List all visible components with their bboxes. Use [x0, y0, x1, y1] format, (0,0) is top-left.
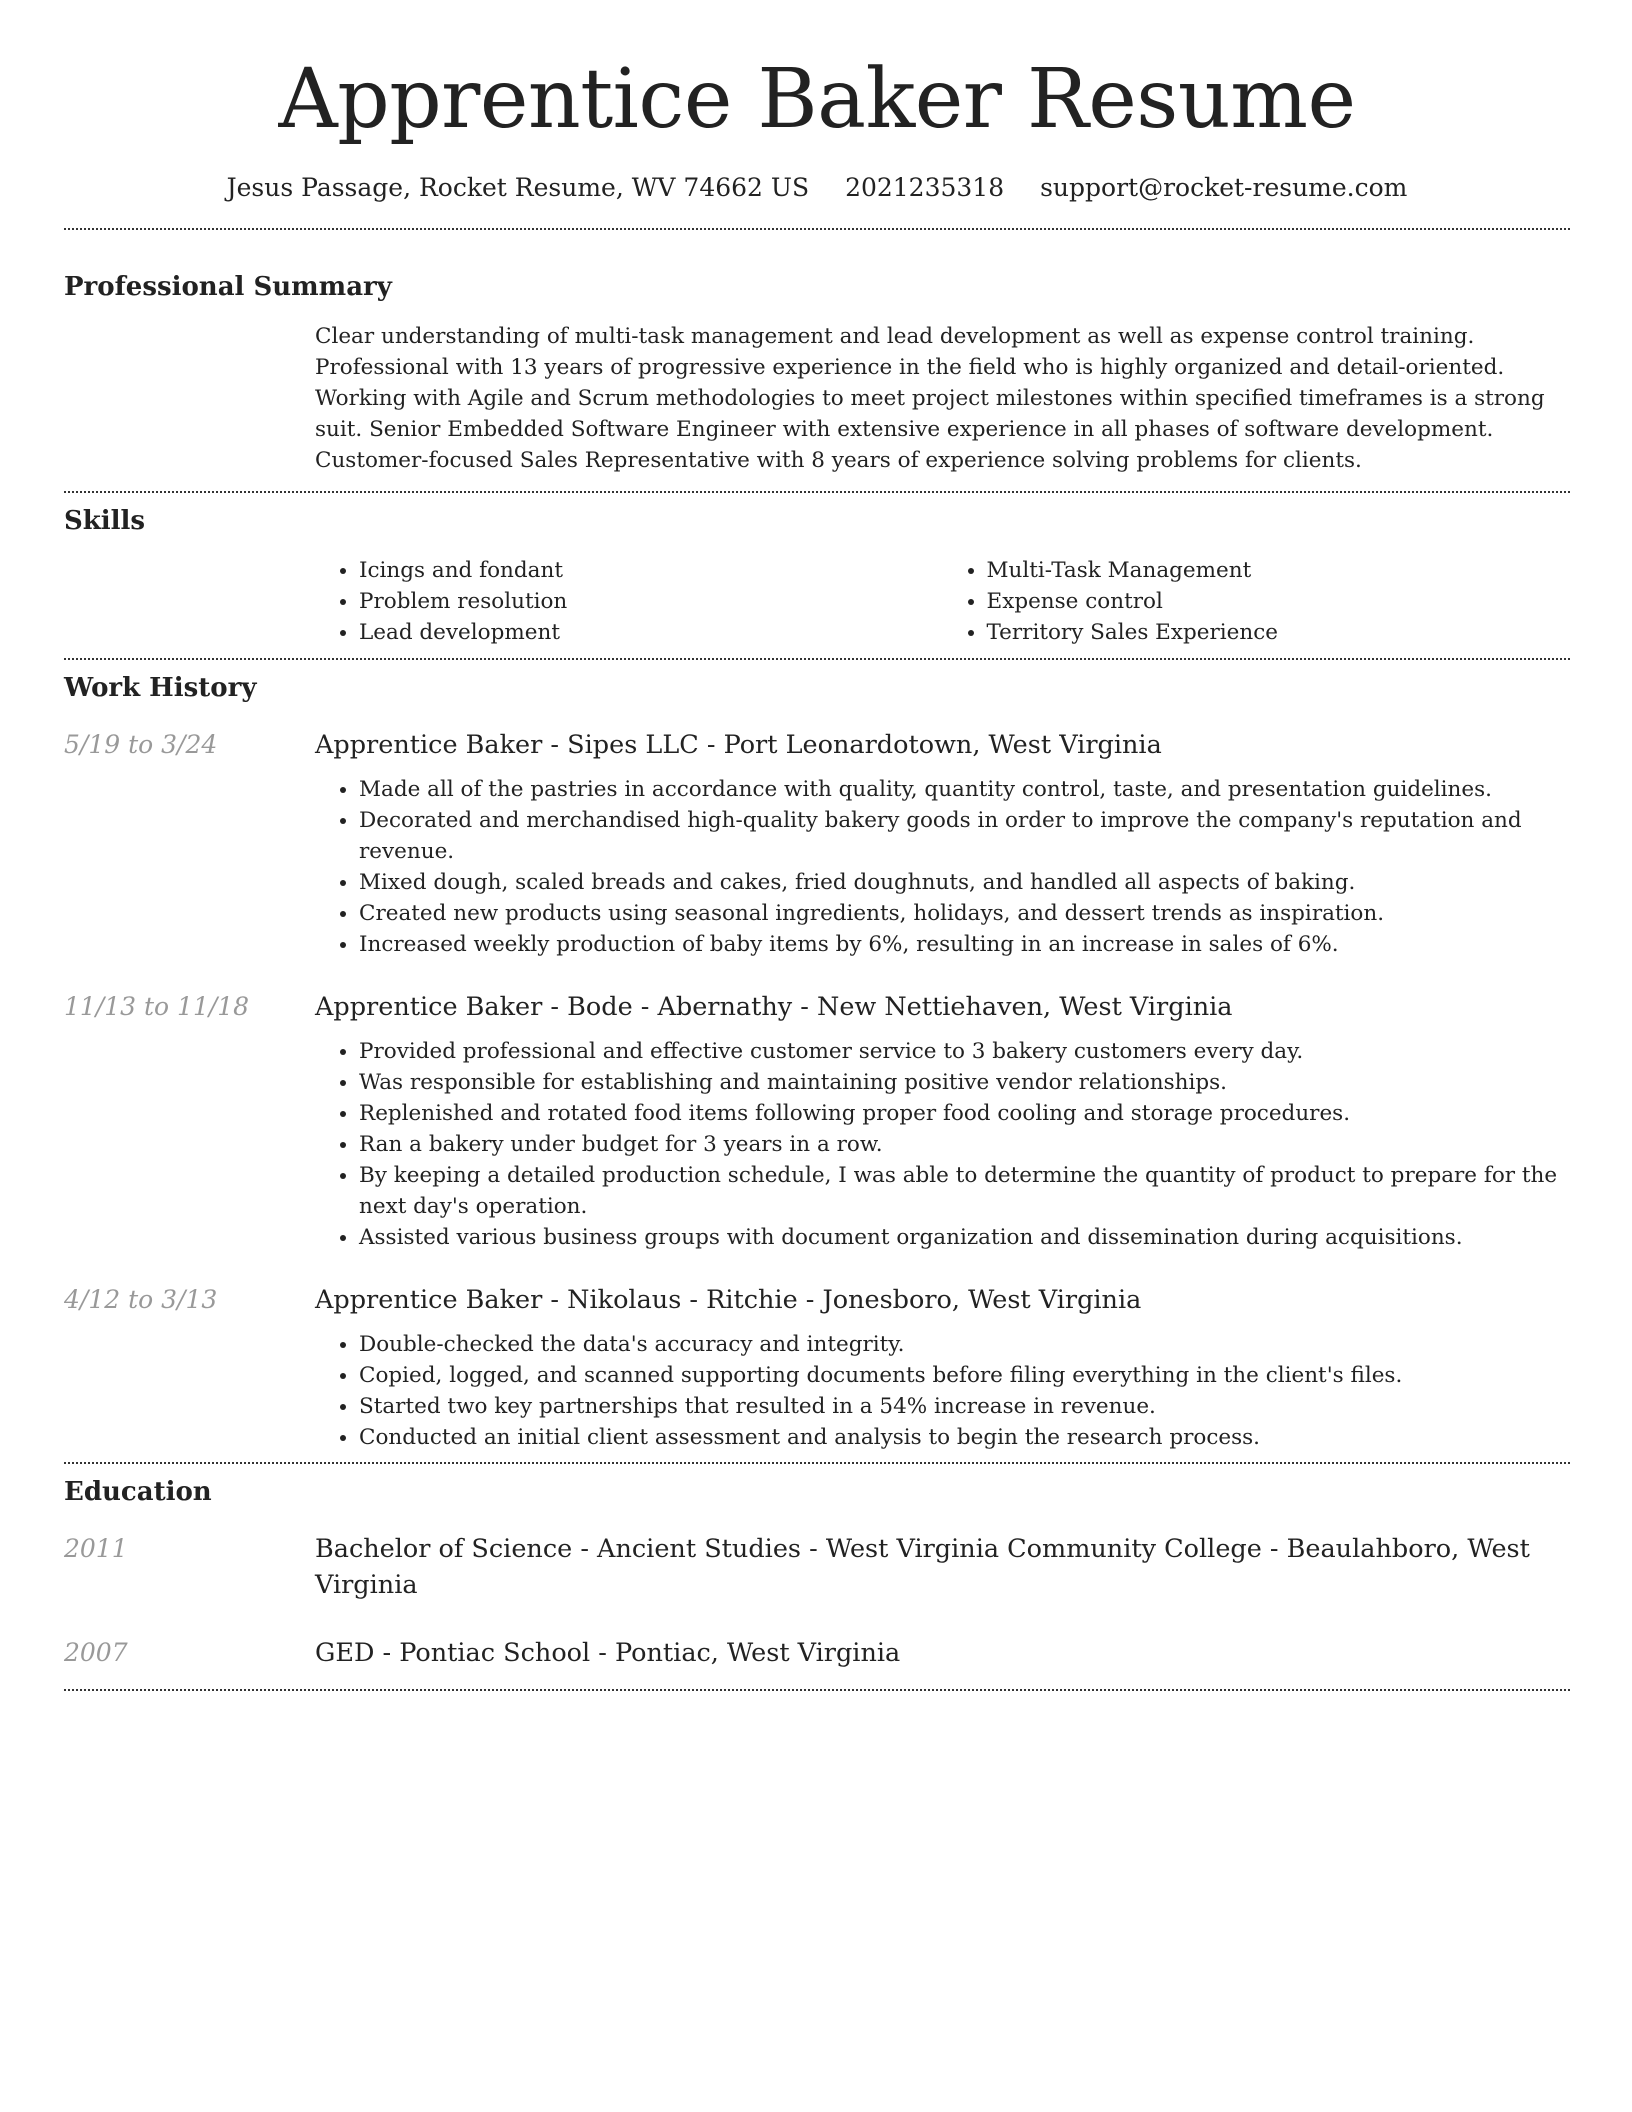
job-bullet: • Provided professional and effective customer service to 3 bakery customers every day. — [359, 1036, 1570, 1067]
job-entry — [64, 989, 1570, 1253]
divider — [64, 1689, 1570, 1691]
job-bullet: • Assisted various business groups with document organization and dissemination during acquisitions. — [359, 1222, 1570, 1253]
education-year: 2011 — [64, 1534, 128, 1563]
job-title: Apprentice Baker - Bode - Abernathy - New Nettiehaven, West Virginia — [315, 992, 1233, 1022]
skills-list — [315, 555, 1570, 658]
job-dates: 11/13 to 11/18 — [64, 992, 250, 1021]
section-title-education: Education — [64, 1477, 212, 1507]
job-bullet: • Made all of the pastries in accordance with quality, quantity control, taste, and presentation guidelines. — [359, 774, 1570, 805]
job-title: Apprentice Baker - Nikolaus - Ritchie - Jonesboro, West Virginia — [315, 1285, 1142, 1315]
education-year: 2007 — [64, 1638, 128, 1667]
section-title-work: Work History — [64, 673, 257, 703]
job-dates: 4/12 to 3/13 — [64, 1285, 218, 1314]
education-title: Bachelor of Science - Ancient Studies - West Virginia Community College - Beaulahboro, West Virginia — [315, 1534, 1530, 1600]
job-bullet: • Increased weekly production of baby items by 6%, resulting in an increase in sales of 6%. — [359, 929, 1570, 960]
job-bullet: • Replenished and rotated food items following proper food cooling and storage procedures. — [359, 1098, 1570, 1129]
job-bullets — [315, 1329, 1570, 1453]
contact-phone: 2021235318 — [845, 173, 1005, 202]
job-entry — [64, 1282, 1570, 1462]
job-bullet: • Decorated and merchandised high-quality bakery goods in order to improve the company's reputation and revenue. — [359, 805, 1570, 867]
skill-item: • Expense control — [987, 586, 1571, 617]
education-entry — [64, 1531, 1570, 1603]
skill-item: • Multi-Task Management — [987, 555, 1571, 586]
job-bullet: • Conducted an initial client assessment and analysis to begin the research process. — [359, 1422, 1570, 1453]
resume-title: Apprentice Baker Resume — [278, 52, 1356, 147]
skill-item: • Icings and fondant — [359, 555, 943, 586]
job-entry — [64, 727, 1570, 960]
job-bullet: • Started two key partnerships that resulted in a 54% increase in revenue. — [359, 1391, 1570, 1422]
summary-text: Clear understanding of multi-task management and lead development as well as expense control training. Professional with 13 years of progressive experience in the field who is highly organized and detail-oriented. Working with Agile and Scrum methodologies to meet project milestones within specified timeframes is a strong suit. Senior Embedded Software Engineer with extensive experience in all phases of software development. Customer-focused Sales Representative with 8 years of experience solving problems for clients. — [315, 324, 1545, 473]
job-bullet: • Double-checked the data's accuracy and integrity. — [359, 1329, 1570, 1360]
job-dates: 5/19 to 3/24 — [64, 730, 218, 759]
education-section — [64, 1464, 1570, 1689]
job-bullets — [315, 774, 1570, 960]
section-title-skills: Skills — [64, 506, 146, 536]
work-section — [64, 660, 1570, 1462]
job-bullet: • Ran a bakery under budget for 3 years in a row. — [359, 1129, 1570, 1160]
contact-address: Jesus Passage, Rocket Resume, WV 74662 US — [226, 173, 810, 202]
skill-item: • Problem resolution — [359, 586, 943, 617]
skills-column-left — [315, 555, 943, 648]
education-entry — [64, 1635, 1570, 1689]
skill-item: • Lead development — [359, 617, 943, 648]
job-bullet: • Copied, logged, and scanned supporting documents before filing everything in the client's files. — [359, 1360, 1570, 1391]
section-title-summary: Professional Summary — [64, 272, 392, 302]
job-bullet: • By keeping a detailed production schedule, I was able to determine the quantity of product to prepare for the next day's operation. — [359, 1160, 1570, 1222]
job-title: Apprentice Baker - Sipes LLC - Port Leonardotown, West Virginia — [315, 730, 1162, 760]
resume-page — [64, 0, 1570, 1691]
job-bullet: • Was responsible for establishing and maintaining positive vendor relationships. — [359, 1067, 1570, 1098]
skill-item: • Territory Sales Experience — [987, 617, 1571, 648]
job-bullet: • Mixed dough, scaled breads and cakes, fried doughnuts, and handled all aspects of baking. — [359, 867, 1570, 898]
summary-section — [64, 230, 1570, 491]
skills-section — [64, 493, 1570, 658]
contact-line — [64, 170, 1570, 206]
job-bullets — [315, 1036, 1570, 1253]
education-title: GED - Pontiac School - Pontiac, West Virginia — [315, 1638, 901, 1668]
skills-column-right — [943, 555, 1571, 648]
job-bullet: • Created new products using seasonal ingredients, holidays, and dessert trends as inspiration. — [359, 898, 1570, 929]
contact-email: support@rocket-resume.com — [1040, 173, 1408, 202]
